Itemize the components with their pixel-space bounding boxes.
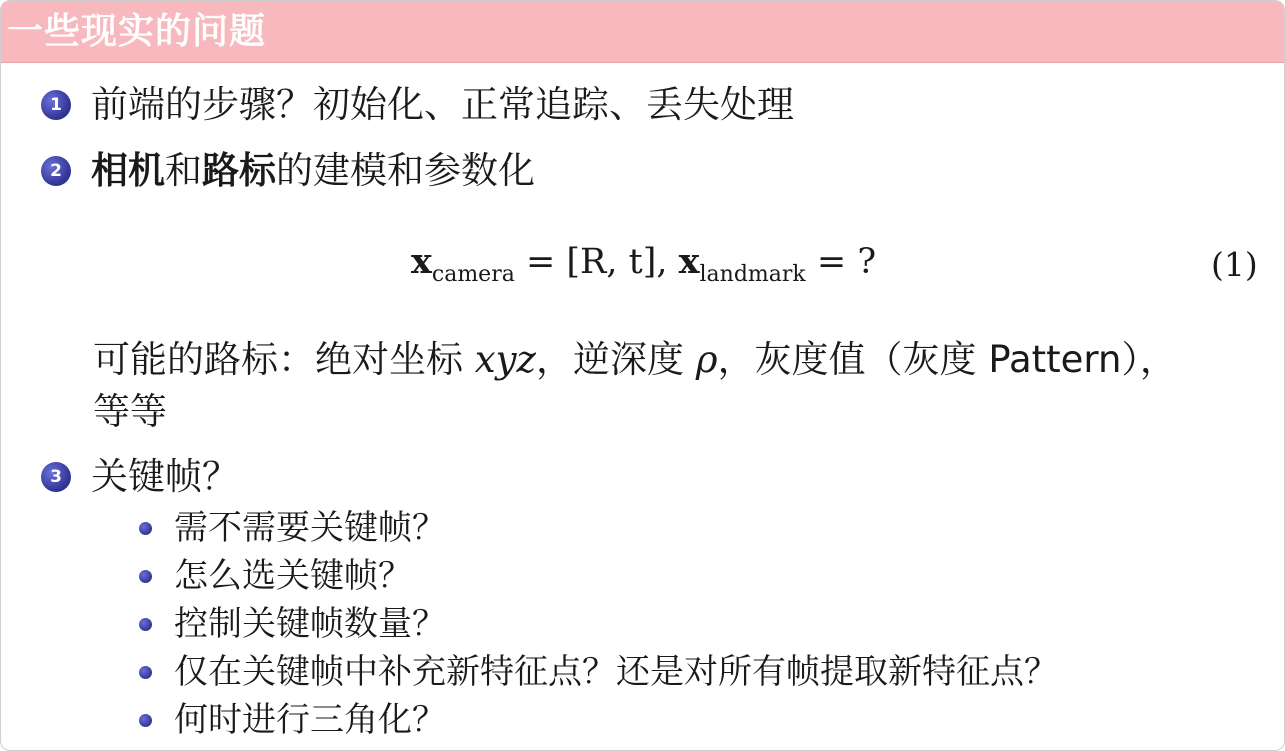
- eq-sub-landmark: landmark: [699, 262, 806, 287]
- landmark-note-var-xyz: xyz: [474, 338, 537, 381]
- bullet-dot: [139, 666, 152, 679]
- landmark-note-part3: ，灰度值（灰度 Pattern），: [717, 338, 1177, 381]
- bullet-dot: [139, 570, 152, 583]
- equation-number: (1): [1211, 245, 1258, 284]
- numbered-item-1: [41, 83, 794, 127]
- eq-sub-camera: camera: [431, 262, 515, 287]
- bullet-dot: [139, 522, 152, 535]
- number-badge-2: 2: [41, 156, 71, 186]
- bullet-text: 需不需要关键帧？: [174, 508, 446, 548]
- landmark-note-part1: 可能的路标：绝对坐标: [93, 338, 475, 381]
- slide-title: 一些现实的问题: [7, 11, 267, 52]
- eq-x-camera: x: [411, 241, 432, 282]
- eq-middle: = [R, t],: [514, 242, 679, 282]
- bullet-dot: [139, 618, 152, 631]
- bullet-dot: [139, 714, 152, 727]
- title-bar: [1, 1, 1285, 63]
- item-2-and: 和: [165, 149, 202, 192]
- bullet-text: 何时进行三角化？: [174, 700, 446, 740]
- bullet-item: [139, 506, 446, 550]
- bullet-text: 仅在关键帧中补充新特征点？还是对所有帧提取新特征点？: [174, 652, 1058, 692]
- item-2-bold-camera: 相机: [91, 149, 165, 192]
- eq-x-landmark: x: [678, 241, 700, 282]
- landmark-note-var-rho: ρ: [695, 338, 718, 381]
- bullet-text: 控制关键帧数量？: [174, 604, 446, 644]
- item-2-text: [91, 149, 535, 193]
- bullet-text: 怎么选关键帧？: [174, 556, 412, 596]
- number-badge-3: 3: [41, 462, 71, 492]
- bullet-item: [139, 650, 1058, 694]
- equation: [411, 241, 876, 297]
- numbered-item-2: [41, 149, 535, 193]
- numbered-item-3: [41, 455, 239, 499]
- item-3-text: 关键帧？: [91, 455, 239, 498]
- number-badge-1: 1: [41, 90, 71, 120]
- item-1-text: 前端的步骤？初始化、正常追踪、丢失处理: [91, 83, 794, 126]
- item-2-bold-landmark: 路标: [202, 149, 276, 192]
- item-2-rest: 的建模和参数化: [276, 149, 535, 192]
- bullet-item: [139, 698, 446, 742]
- landmark-note-line-2: 等等: [93, 390, 167, 433]
- eq-end: = ?: [805, 242, 877, 282]
- landmark-note-part2: ，逆深度: [536, 338, 696, 381]
- bullet-item: [139, 602, 446, 646]
- landmark-note-line-1: [93, 335, 1177, 385]
- bullet-item: [139, 554, 412, 598]
